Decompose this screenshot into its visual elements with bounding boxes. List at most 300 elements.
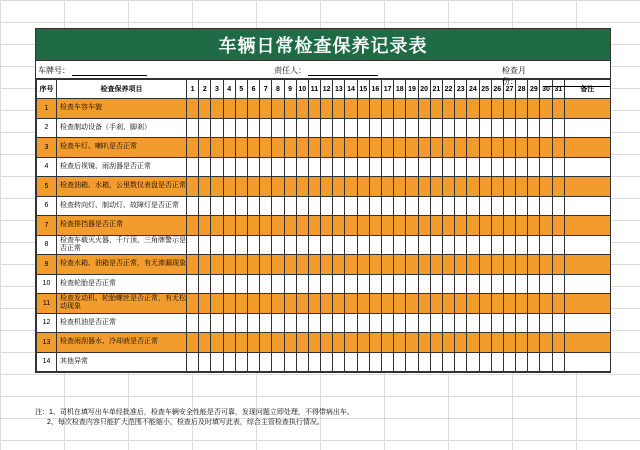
day-check-cell[interactable] [272,294,284,314]
day-check-cell[interactable] [284,196,296,216]
day-check-cell[interactable] [479,99,491,119]
day-check-cell[interactable] [235,274,247,294]
day-check-cell[interactable] [406,99,418,119]
day-check-cell[interactable] [296,157,308,177]
day-check-cell[interactable] [540,274,552,294]
day-check-cell[interactable] [296,216,308,236]
day-check-cell[interactable] [187,157,199,177]
day-check-cell[interactable] [442,255,454,275]
day-check-cell[interactable] [516,99,528,119]
day-check-cell[interactable] [345,255,357,275]
day-check-cell[interactable] [394,313,406,333]
day-check-cell[interactable] [479,313,491,333]
day-check-cell[interactable] [260,313,272,333]
day-check-cell[interactable] [540,352,552,372]
day-check-cell[interactable] [455,352,467,372]
day-check-cell[interactable] [528,99,540,119]
day-check-cell[interactable] [430,294,442,314]
day-check-cell[interactable] [467,235,479,255]
day-check-cell[interactable] [406,216,418,236]
day-check-cell[interactable] [369,118,381,138]
day-check-cell[interactable] [467,333,479,353]
day-check-cell[interactable] [284,177,296,197]
day-check-cell[interactable] [455,294,467,314]
day-check-cell[interactable] [308,99,320,119]
day-check-cell[interactable] [235,294,247,314]
day-check-cell[interactable] [211,274,223,294]
day-check-cell[interactable] [247,196,259,216]
day-check-cell[interactable] [345,157,357,177]
day-check-cell[interactable] [467,157,479,177]
day-check-cell[interactable] [345,235,357,255]
day-check-cell[interactable] [333,99,345,119]
day-check-cell[interactable] [284,99,296,119]
remark-cell[interactable] [564,118,610,138]
day-check-cell[interactable] [467,216,479,236]
day-check-cell[interactable] [333,196,345,216]
day-check-cell[interactable] [406,235,418,255]
day-check-cell[interactable] [296,99,308,119]
day-check-cell[interactable] [260,99,272,119]
day-check-cell[interactable] [455,138,467,158]
day-check-cell[interactable] [540,294,552,314]
day-check-cell[interactable] [394,138,406,158]
day-check-cell[interactable] [284,235,296,255]
day-check-cell[interactable] [491,118,503,138]
day-check-cell[interactable] [430,216,442,236]
day-check-cell[interactable] [308,333,320,353]
day-check-cell[interactable] [211,352,223,372]
day-check-cell[interactable] [211,157,223,177]
day-check-cell[interactable] [491,157,503,177]
day-check-cell[interactable] [418,216,430,236]
day-check-cell[interactable] [247,352,259,372]
day-check-cell[interactable] [430,255,442,275]
day-check-cell[interactable] [552,177,564,197]
day-check-cell[interactable] [235,157,247,177]
day-check-cell[interactable] [296,138,308,158]
day-check-cell[interactable] [199,274,211,294]
day-check-cell[interactable] [467,99,479,119]
day-check-cell[interactable] [199,294,211,314]
remark-cell[interactable] [564,177,610,197]
day-check-cell[interactable] [211,294,223,314]
day-check-cell[interactable] [394,235,406,255]
day-check-cell[interactable] [357,99,369,119]
day-check-cell[interactable] [503,235,515,255]
day-check-cell[interactable] [187,255,199,275]
day-check-cell[interactable] [260,255,272,275]
day-check-cell[interactable] [552,216,564,236]
day-check-cell[interactable] [308,118,320,138]
day-check-cell[interactable] [235,99,247,119]
day-check-cell[interactable] [345,99,357,119]
day-check-cell[interactable] [516,216,528,236]
day-check-cell[interactable] [406,255,418,275]
day-check-cell[interactable] [528,216,540,236]
day-check-cell[interactable] [345,118,357,138]
day-check-cell[interactable] [467,274,479,294]
day-check-cell[interactable] [333,274,345,294]
day-check-cell[interactable] [418,157,430,177]
day-check-cell[interactable] [260,118,272,138]
day-check-cell[interactable] [223,99,235,119]
day-check-cell[interactable] [503,274,515,294]
day-check-cell[interactable] [357,235,369,255]
day-check-cell[interactable] [199,138,211,158]
day-check-cell[interactable] [516,294,528,314]
day-check-cell[interactable] [479,177,491,197]
day-check-cell[interactable] [357,294,369,314]
day-check-cell[interactable] [223,333,235,353]
day-check-cell[interactable] [528,196,540,216]
day-check-cell[interactable] [418,313,430,333]
day-check-cell[interactable] [321,333,333,353]
day-check-cell[interactable] [321,352,333,372]
day-check-cell[interactable] [503,313,515,333]
day-check-cell[interactable] [369,99,381,119]
day-check-cell[interactable] [552,294,564,314]
day-check-cell[interactable] [369,138,381,158]
day-check-cell[interactable] [528,138,540,158]
day-check-cell[interactable] [247,313,259,333]
remark-cell[interactable] [564,196,610,216]
plate-input-line[interactable] [72,67,147,76]
day-check-cell[interactable] [357,157,369,177]
day-check-cell[interactable] [296,118,308,138]
day-check-cell[interactable] [187,177,199,197]
day-check-cell[interactable] [442,196,454,216]
day-check-cell[interactable] [272,255,284,275]
day-check-cell[interactable] [479,196,491,216]
day-check-cell[interactable] [345,138,357,158]
day-check-cell[interactable] [430,177,442,197]
day-check-cell[interactable] [284,333,296,353]
day-check-cell[interactable] [260,294,272,314]
day-check-cell[interactable] [442,313,454,333]
day-check-cell[interactable] [321,255,333,275]
day-check-cell[interactable] [357,118,369,138]
day-check-cell[interactable] [491,99,503,119]
day-check-cell[interactable] [247,138,259,158]
day-check-cell[interactable] [211,99,223,119]
day-check-cell[interactable] [552,313,564,333]
day-check-cell[interactable] [540,177,552,197]
day-check-cell[interactable] [369,294,381,314]
day-check-cell[interactable] [345,294,357,314]
remark-cell[interactable] [564,138,610,158]
day-check-cell[interactable] [333,138,345,158]
day-check-cell[interactable] [382,235,394,255]
day-check-cell[interactable] [406,157,418,177]
day-check-cell[interactable] [223,255,235,275]
day-check-cell[interactable] [418,177,430,197]
day-check-cell[interactable] [467,294,479,314]
day-check-cell[interactable] [394,216,406,236]
remark-cell[interactable] [564,274,610,294]
day-check-cell[interactable] [455,157,467,177]
day-check-cell[interactable] [528,118,540,138]
day-check-cell[interactable] [467,196,479,216]
day-check-cell[interactable] [394,118,406,138]
day-check-cell[interactable] [369,352,381,372]
day-check-cell[interactable] [187,313,199,333]
day-check-cell[interactable] [223,313,235,333]
day-check-cell[interactable] [333,157,345,177]
day-check-cell[interactable] [333,313,345,333]
day-check-cell[interactable] [211,333,223,353]
day-check-cell[interactable] [272,177,284,197]
day-check-cell[interactable] [187,274,199,294]
day-check-cell[interactable] [540,255,552,275]
day-check-cell[interactable] [479,157,491,177]
day-check-cell[interactable] [406,196,418,216]
day-check-cell[interactable] [430,313,442,333]
day-check-cell[interactable] [308,177,320,197]
day-check-cell[interactable] [491,138,503,158]
day-check-cell[interactable] [369,157,381,177]
day-check-cell[interactable] [382,294,394,314]
day-check-cell[interactable] [321,118,333,138]
day-check-cell[interactable] [528,177,540,197]
day-check-cell[interactable] [442,274,454,294]
day-check-cell[interactable] [382,255,394,275]
day-check-cell[interactable] [247,118,259,138]
day-check-cell[interactable] [357,177,369,197]
remark-cell[interactable] [564,352,610,372]
day-check-cell[interactable] [199,157,211,177]
day-check-cell[interactable] [223,196,235,216]
day-check-cell[interactable] [430,118,442,138]
day-check-cell[interactable] [321,138,333,158]
day-check-cell[interactable] [503,333,515,353]
day-check-cell[interactable] [516,196,528,216]
day-check-cell[interactable] [382,216,394,236]
day-check-cell[interactable] [357,216,369,236]
day-check-cell[interactable] [199,118,211,138]
day-check-cell[interactable] [308,216,320,236]
day-check-cell[interactable] [528,235,540,255]
day-check-cell[interactable] [345,216,357,236]
day-check-cell[interactable] [357,352,369,372]
day-check-cell[interactable] [223,118,235,138]
day-check-cell[interactable] [308,255,320,275]
day-check-cell[interactable] [345,313,357,333]
day-check-cell[interactable] [333,235,345,255]
day-check-cell[interactable] [308,274,320,294]
day-check-cell[interactable] [308,352,320,372]
day-check-cell[interactable] [199,99,211,119]
day-check-cell[interactable] [321,157,333,177]
day-check-cell[interactable] [321,216,333,236]
day-check-cell[interactable] [540,313,552,333]
day-check-cell[interactable] [418,255,430,275]
day-check-cell[interactable] [308,294,320,314]
day-check-cell[interactable] [503,216,515,236]
day-check-cell[interactable] [247,274,259,294]
day-check-cell[interactable] [296,235,308,255]
day-check-cell[interactable] [442,118,454,138]
day-check-cell[interactable] [406,177,418,197]
day-check-cell[interactable] [369,274,381,294]
day-check-cell[interactable] [223,294,235,314]
day-check-cell[interactable] [272,196,284,216]
day-check-cell[interactable] [455,118,467,138]
day-check-cell[interactable] [455,99,467,119]
day-check-cell[interactable] [430,333,442,353]
day-check-cell[interactable] [333,118,345,138]
day-check-cell[interactable] [406,274,418,294]
day-check-cell[interactable] [467,177,479,197]
day-check-cell[interactable] [394,157,406,177]
day-check-cell[interactable] [345,177,357,197]
day-check-cell[interactable] [199,255,211,275]
day-check-cell[interactable] [284,313,296,333]
day-check-cell[interactable] [247,99,259,119]
day-check-cell[interactable] [442,177,454,197]
day-check-cell[interactable] [455,255,467,275]
day-check-cell[interactable] [284,157,296,177]
day-check-cell[interactable] [418,196,430,216]
day-check-cell[interactable] [479,333,491,353]
day-check-cell[interactable] [260,235,272,255]
day-check-cell[interactable] [430,157,442,177]
day-check-cell[interactable] [394,177,406,197]
day-check-cell[interactable] [308,235,320,255]
day-check-cell[interactable] [491,274,503,294]
day-check-cell[interactable] [187,196,199,216]
day-check-cell[interactable] [382,157,394,177]
person-input-line[interactable] [308,67,378,76]
day-check-cell[interactable] [430,274,442,294]
day-check-cell[interactable] [455,196,467,216]
day-check-cell[interactable] [247,157,259,177]
day-check-cell[interactable] [321,313,333,333]
day-check-cell[interactable] [321,235,333,255]
day-check-cell[interactable] [442,235,454,255]
day-check-cell[interactable] [211,255,223,275]
remark-cell[interactable] [564,99,610,119]
day-check-cell[interactable] [382,313,394,333]
day-check-cell[interactable] [223,216,235,236]
day-check-cell[interactable] [455,177,467,197]
day-check-cell[interactable] [199,352,211,372]
day-check-cell[interactable] [284,274,296,294]
day-check-cell[interactable] [491,216,503,236]
day-check-cell[interactable] [491,196,503,216]
day-check-cell[interactable] [199,333,211,353]
day-check-cell[interactable] [357,255,369,275]
day-check-cell[interactable] [296,313,308,333]
day-check-cell[interactable] [394,352,406,372]
day-check-cell[interactable] [540,216,552,236]
day-check-cell[interactable] [503,294,515,314]
day-check-cell[interactable] [272,157,284,177]
day-check-cell[interactable] [491,333,503,353]
day-check-cell[interactable] [308,157,320,177]
day-check-cell[interactable] [418,118,430,138]
day-check-cell[interactable] [357,313,369,333]
day-check-cell[interactable] [235,138,247,158]
day-check-cell[interactable] [479,118,491,138]
day-check-cell[interactable] [394,274,406,294]
day-check-cell[interactable] [406,313,418,333]
day-check-cell[interactable] [552,138,564,158]
day-check-cell[interactable] [296,196,308,216]
day-check-cell[interactable] [187,352,199,372]
day-check-cell[interactable] [552,274,564,294]
day-check-cell[interactable] [479,255,491,275]
month-input-line[interactable] [543,78,610,87]
day-check-cell[interactable] [516,235,528,255]
day-check-cell[interactable] [247,177,259,197]
day-check-cell[interactable] [345,352,357,372]
day-check-cell[interactable] [528,294,540,314]
day-check-cell[interactable] [357,333,369,353]
day-check-cell[interactable] [516,157,528,177]
day-check-cell[interactable] [211,177,223,197]
day-check-cell[interactable] [418,99,430,119]
day-check-cell[interactable] [455,216,467,236]
day-check-cell[interactable] [235,196,247,216]
day-check-cell[interactable] [345,196,357,216]
day-check-cell[interactable] [382,352,394,372]
day-check-cell[interactable] [442,294,454,314]
day-check-cell[interactable] [345,333,357,353]
day-check-cell[interactable] [406,118,418,138]
day-check-cell[interactable] [187,235,199,255]
day-check-cell[interactable] [369,255,381,275]
day-check-cell[interactable] [382,138,394,158]
day-check-cell[interactable] [516,333,528,353]
day-check-cell[interactable] [223,138,235,158]
day-check-cell[interactable] [333,177,345,197]
day-check-cell[interactable] [211,138,223,158]
remark-cell[interactable] [564,294,610,314]
day-check-cell[interactable] [357,196,369,216]
day-check-cell[interactable] [479,352,491,372]
day-check-cell[interactable] [369,333,381,353]
day-check-cell[interactable] [296,177,308,197]
day-check-cell[interactable] [516,138,528,158]
remark-cell[interactable] [564,333,610,353]
day-check-cell[interactable] [418,274,430,294]
day-check-cell[interactable] [491,177,503,197]
day-check-cell[interactable] [211,235,223,255]
day-check-cell[interactable] [187,138,199,158]
day-check-cell[interactable] [247,333,259,353]
day-check-cell[interactable] [540,235,552,255]
day-check-cell[interactable] [503,255,515,275]
day-check-cell[interactable] [552,235,564,255]
day-check-cell[interactable] [357,138,369,158]
day-check-cell[interactable] [187,333,199,353]
day-check-cell[interactable] [235,216,247,236]
day-check-cell[interactable] [503,196,515,216]
day-check-cell[interactable] [369,196,381,216]
day-check-cell[interactable] [382,196,394,216]
day-check-cell[interactable] [272,352,284,372]
day-check-cell[interactable] [528,333,540,353]
day-check-cell[interactable] [540,196,552,216]
remark-cell[interactable] [564,255,610,275]
day-check-cell[interactable] [430,352,442,372]
day-check-cell[interactable] [284,255,296,275]
day-check-cell[interactable] [552,255,564,275]
day-check-cell[interactable] [491,255,503,275]
day-check-cell[interactable] [394,255,406,275]
day-check-cell[interactable] [369,313,381,333]
